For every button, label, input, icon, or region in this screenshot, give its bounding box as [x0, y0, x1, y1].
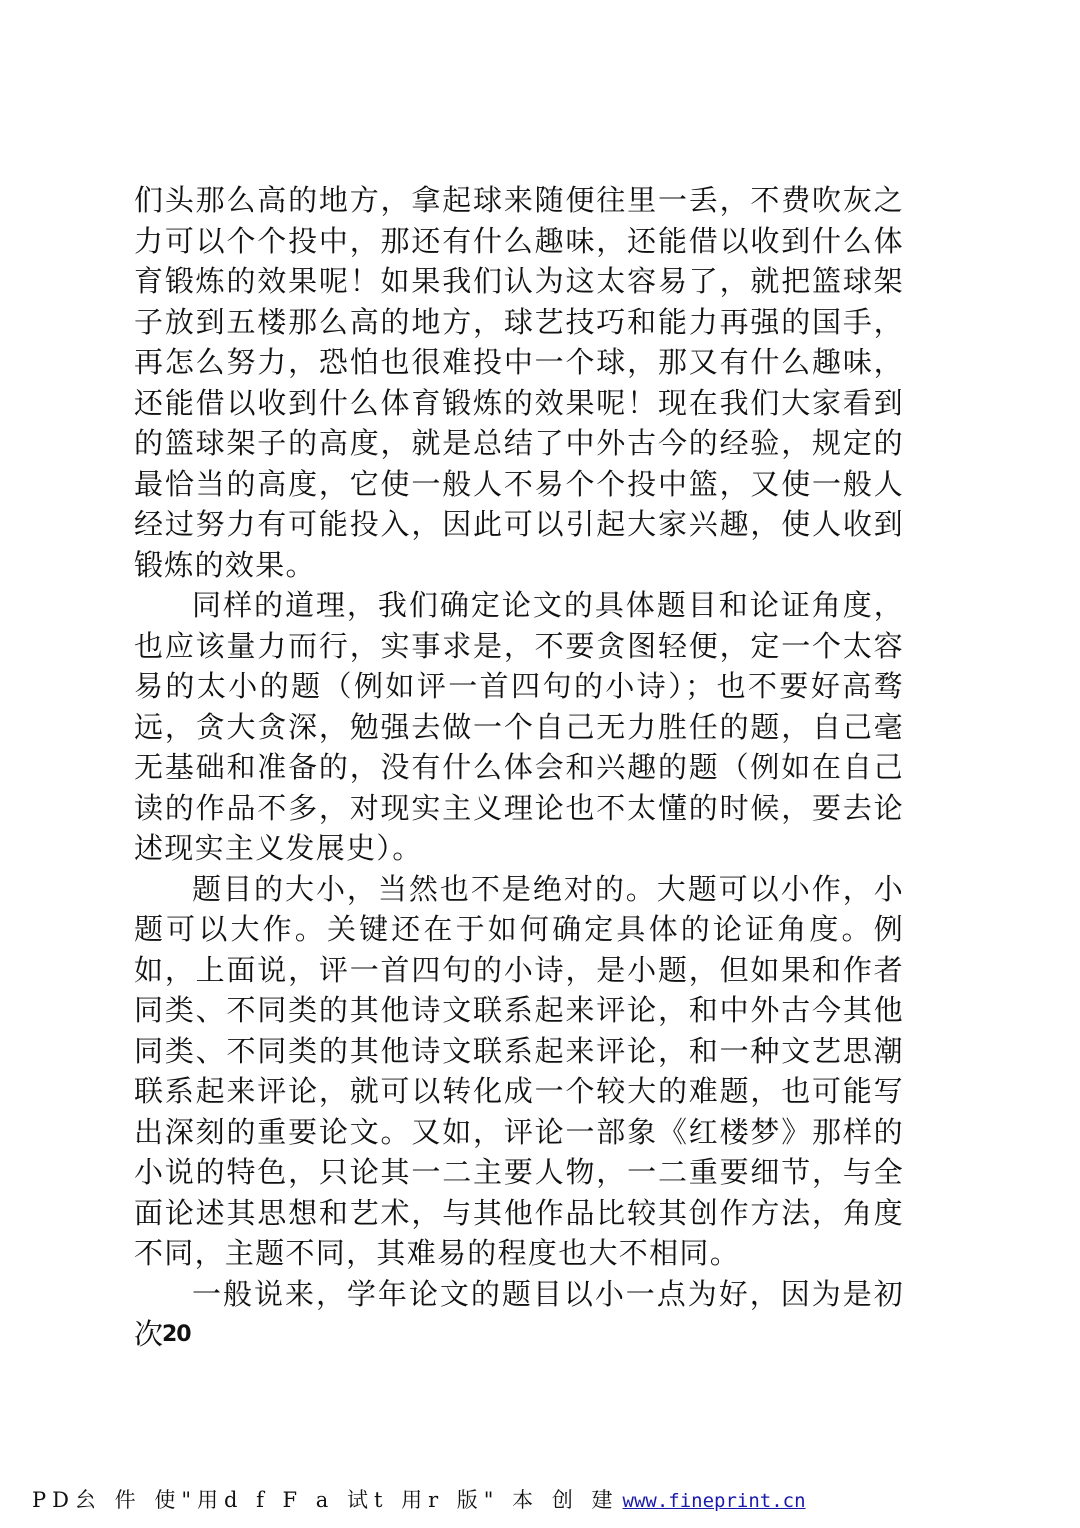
page-number: 20: [162, 1322, 191, 1347]
body-text: [134, 180, 904, 1355]
paragraph-2: 同样的道理，我们确定论文的具体题目和论证角度，也应该量力而行，实事求是，不要贪图轻便，定一个太容易的太小的题（例如评一首四句的小诗）；也不要好高骛远，贪大贪深，勉强去做一个自己无力胜任的题，自己毫无基础和准备的，没有什么体会和兴趣的题（例如在自己读的作品不多，对现实主义理论也不太懂的时候，要去论述现实主义发展史）。: [134, 588, 904, 865]
paragraph-4: 一般说来，学年论文的题目以小一点为好，因为是初次: [134, 1276, 904, 1351]
watermark-link[interactable]: www.fineprint.cn: [622, 1490, 806, 1512]
paragraph-1: 们头那么高的地方，拿起球来随便往里一丢，不费吹灰之力可以个个投中，那还有什么趣味，还能借以收到什么体育锻炼的效果呢！如果我们认为这太容易了，就把篮球架子放到五楼那么高的地方，球艺技巧和能力再强的国手，再怎么努力，恐怕也很难投中一个球，那又有什么趣味，还能借以收到什么体育锻炼的效果呢！现在我们大家看到的篮球架子的高度，就是总结了中外古今的经验，规定的最恰当的高度，它使一般人不易个个投中篮，又使一般人经过努力有可能投入，因此可以引起大家兴趣，使人收到锻炼的效果。: [134, 183, 904, 582]
watermark-text: PD㕕 件 使"用d f F a 试t 用r 版" 本 创 建: [32, 1488, 619, 1512]
watermark-footer: [32, 1484, 1042, 1516]
paragraph-3: 题目的大小，当然也不是绝对的。大题可以小作，小题可以大作。关键还在于如何确定具体的论证角度。例如，上面说，评一首四句的小诗，是小题，但如果和作者同类、不同类的其他诗文联系起来评论，和中外古今其他同类、不同类的其他诗文联系起来评论，和一种文艺思潮联系起来评论，就可以转化成一个较大的难题，也可能写出深刻的重要论文。又如，评论一部象《红楼梦》那样的小说的特色，只论其一二主要人物，一二重要细节，与全面论述其思想和艺术，与其他作品比较其创作方法，角度不同，主题不同，其难易的程度也大不相同。: [134, 871, 904, 1270]
